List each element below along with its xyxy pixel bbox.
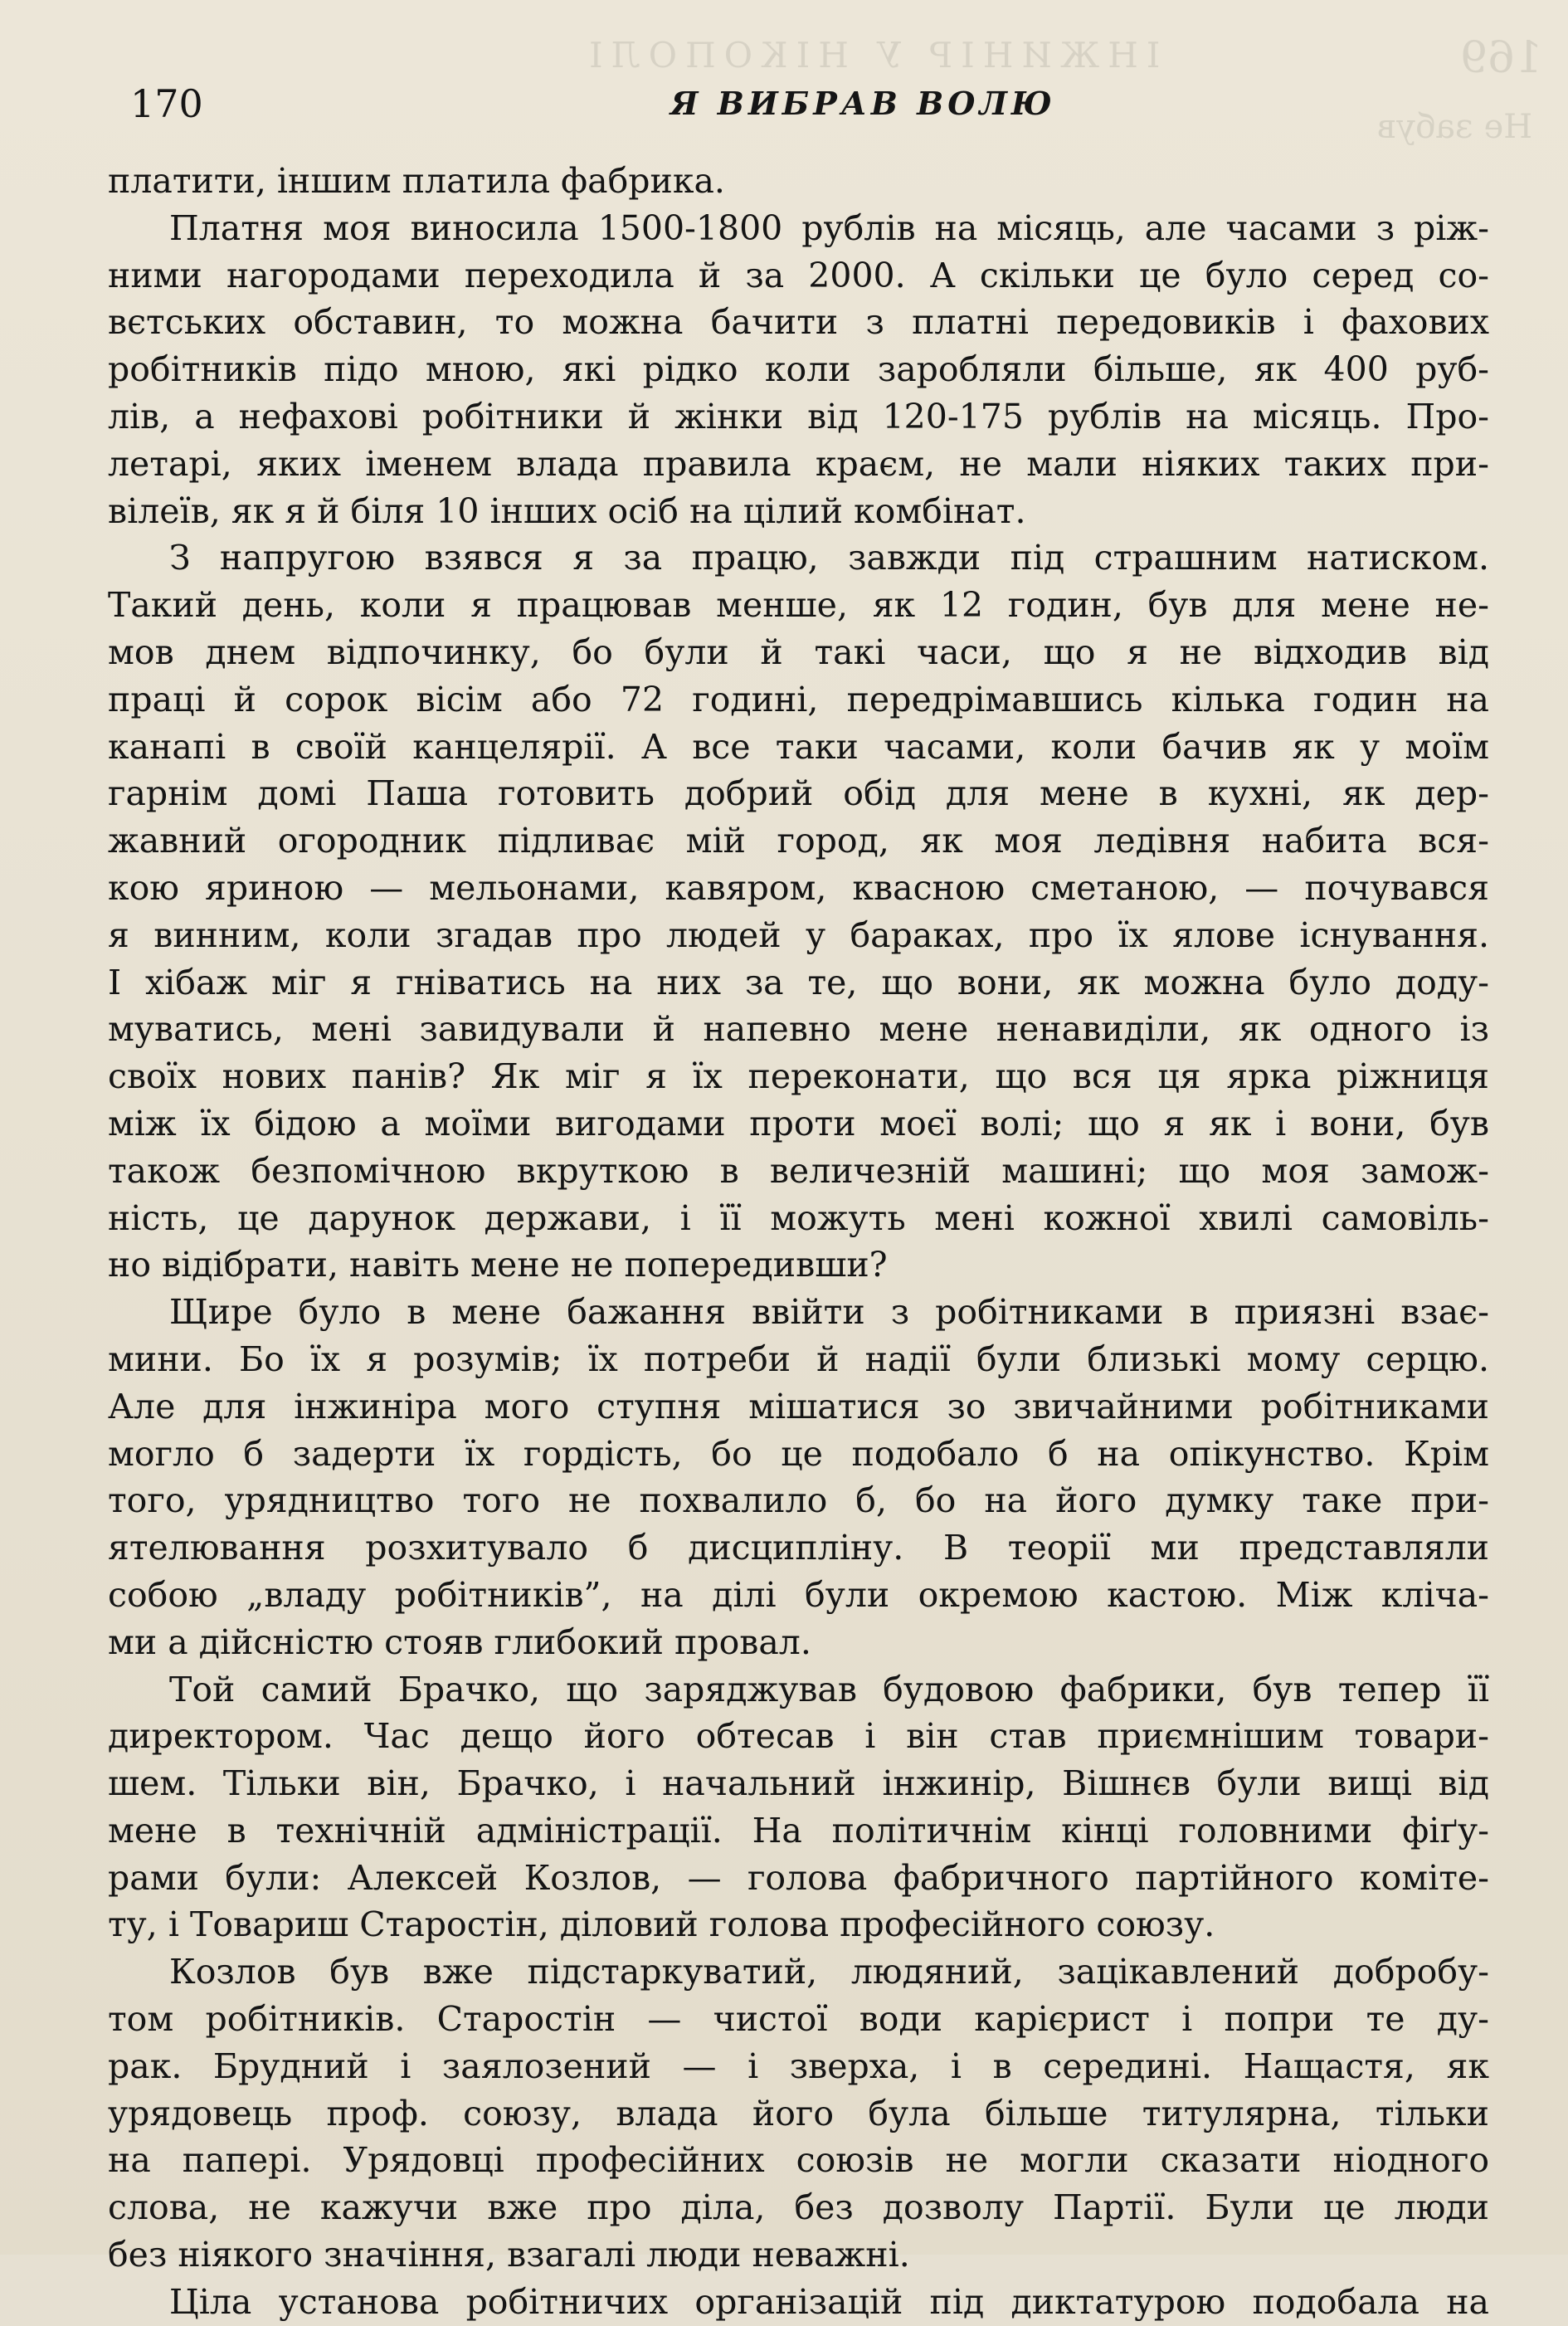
text-line: я винним, коли згадав про людей у бараках, про їх ялове існування. [108,914,1489,955]
text-line: З напругою взявся я за працю, завжди під страшним натиском. [169,538,1489,578]
paragraph [108,534,1489,1289]
text-line: ту, і Товариш Старостін, діловий голова професійного союзу. [108,1904,1215,1945]
text-line: канапі в своїй канцелярії. А все таки часами, коли бачив як у моїм [108,726,1489,767]
bleed-through-text: Не забув [1377,108,1533,146]
text-line: мене в технічній адміністрації. На політичнім кінці головними фіґу- [108,1810,1489,1851]
paragraph [108,205,1489,535]
text-line: на папері. Урядовці професійних союзів не могли сказати ніодного [108,2140,1489,2181]
text-line: Платня моя виносила 1500-1800 рублів на місяць, але часами з ріж- [169,207,1489,248]
text-line: також безпомічною вкруткою в величезній машині; що моя замож- [108,1150,1489,1191]
text-line: шем. Тільки він, Брачко, і начальний інжинір, Вішнєв були вищі від [108,1763,1489,1804]
text-line: Той самий Брачко, що заряджував будовою фабрики, був тепер її [169,1669,1489,1709]
text-line: між їх бідою а моїми вигодами проти моєї волі; що я як і вони, був [108,1103,1489,1143]
text-line: собою „владу робітників”, на ділі були окремою кастою. Між кліча- [108,1574,1489,1615]
text-line: лів, а нефахові робітники й жінки від 120-175 рублів на місяць. Про- [108,396,1489,436]
paragraph [108,1948,1489,2279]
paragraph [108,1289,1489,1665]
book-title: Я ВИБРАВ ВОЛЮ [670,85,1056,122]
text-line: робітників підо мною, які рідко коли заробляли більше, як 400 руб- [108,349,1489,390]
text-line: Такий день, коли я працював менше, як 12 годин, був для мене не- [108,585,1489,626]
text-line: ми а дійсністю стояв глибокий провал. [108,1621,811,1662]
text-line: платити, іншим платила фабрика. [108,161,725,201]
paragraph [108,1666,1489,1949]
text-line: ність, це дарунок держави, і її можуть мені кожної хвилі самовіль- [108,1197,1489,1238]
page-number: 170 [130,81,203,126]
text-line: І хібаж міг я гніватись на них за те, що вони, як можна було доду- [108,962,1489,1002]
text-line: жавний огородник підливає мій город, як моя ледівня набита вся- [108,821,1489,861]
text-line: муватись, мені завидували й напевно мене ненавиділи, як одного із [108,1009,1489,1050]
text-line: своїх нових панів? Як міг я їх переконати, що вся ця ярка ріжниця [108,1056,1489,1097]
text-line: рак. Брудний і заялозений — і зверха, і в середині. Нащастя, як [108,2046,1489,2086]
bleed-through-header: ІНЖИНІР У НІКОПОЛІ [581,35,1161,76]
text-line: могло б задерти їх гордість, бо це подобало б на опікунство. Крім [108,1433,1489,1474]
text-line: вєтських обставин, то можна бачити з платні передовиків і фахових [108,302,1489,343]
text-line: ятелювання розхитувало б дисципліну. В теорії ми представляли [108,1528,1489,1568]
text-line: урядовець проф. союзу, влада його була більше титулярна, тільки [108,2093,1489,2133]
paragraph [108,2279,1489,2326]
text-line: мини. Бо їх я розумів; їх потреби й надії були близькі мому серцю. [108,1339,1489,1379]
text-line: но відібрати, навіть мене не попередивши? [108,1245,888,1285]
text-line: директором. Час дещо його обтесав і він став приємнішим товари- [108,1716,1489,1757]
text-line: рами були: Алексей Козлов, — голова фабричного партійного коміте- [108,1857,1489,1898]
paragraph [108,158,1489,205]
text-line: том робітників. Старостін — чистої води карієрист і попри те ду- [108,1999,1489,2040]
text-line: Козлов був вже підстаркуватий, людяний, зацікавлений добробу- [169,1952,1489,1992]
bleed-through-page-number: 169 [1460,33,1543,83]
text-line: праці й сорок вісім або 72 годині, передрімавшись кілька годин на [108,679,1489,719]
text-line: летарі, яких іменем влада правила краєм, не мали ніяких таких при- [108,443,1489,484]
text-line: того, урядництво того не похвалило б, бо на його думку таке при- [108,1480,1489,1521]
text-line: вілеїв, як я й біля 10 інших осіб на цілий комбінат. [108,490,1026,531]
text-line: ними нагородами переходила й за 2000. А скільки це було серед со- [108,255,1489,295]
text-line: мов днем відпочинку, бо були й такі часи, що я не відходив від [108,631,1489,672]
text-line: слова, не кажучи вже про діла, без дозволу Партії. Були це люди [108,2187,1489,2228]
text-line: без ніякого значіння, взагалі люди неважні. [108,2235,910,2275]
text-line: Ціла установа робітничих організацій під диктатурою подобала на [169,2281,1489,2322]
body-text [108,158,1489,2326]
text-line: гарнім домі Паша готовить добрий обід для мене в кухні, як дер- [108,773,1489,814]
text-line: Щире було в мене бажання ввійти з робітниками в приязні взає- [169,1292,1489,1333]
running-head [0,81,1568,131]
text-line: Але для інжиніра мого ступня мішатися зо звичайними робітниками [108,1386,1489,1426]
text-line: кою яриною — мельонами, кавяром, квасною сметаною, — почувався [108,867,1489,908]
